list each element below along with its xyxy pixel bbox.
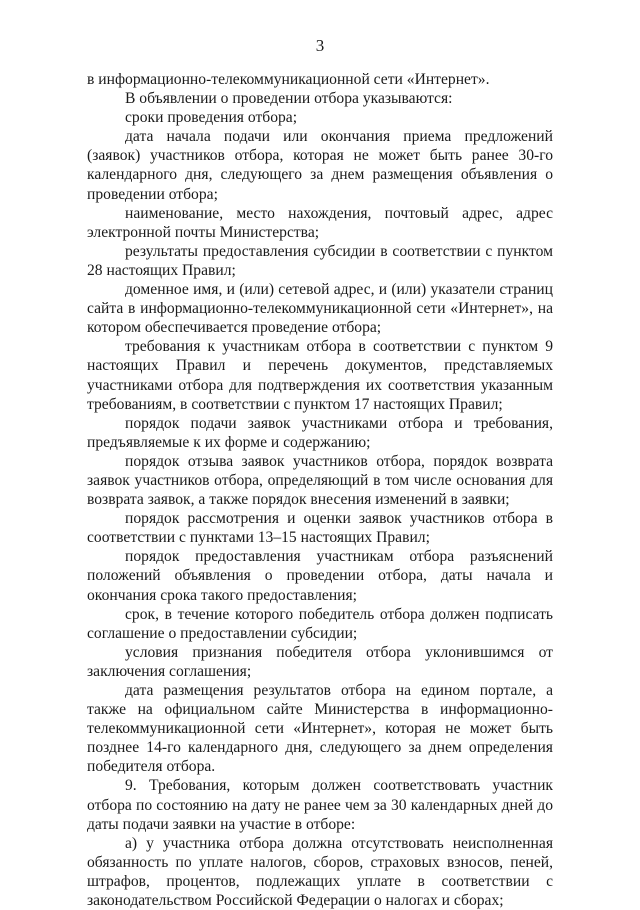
- paragraph-review-order: порядок рассмотрения и оценки заявок участников отбора в соответствии с пунктами 13–15 настоящих Правил;: [87, 510, 553, 547]
- paragraph-participant-requirements: требования к участникам отбора в соответствии с пунктом 9 настоящих Правил и перечень документов, представляемых участниками отбора для подтверждения их соответствия указанным требованиям, в соответствии с пунктом 17 настоящих Правил;: [87, 338, 553, 413]
- document-body: [87, 70, 553, 910]
- paragraph-selection-dates: сроки проведения отбора;: [125, 109, 298, 127]
- paragraph-domain-name: доменное имя, и (или) сетевой адрес, и (или) указатели страниц сайта в информационно-телекоммуникационной сети «Интернет», на котором обеспечивается проведение отбора;: [87, 281, 553, 337]
- paragraph-continuation: в информационно-телекоммуникационной сети «Интернет».: [87, 71, 490, 88]
- paragraph-withdrawal-order: порядок отзыва заявок участников отбора, порядок возврата заявок участников отбора, определяющий в том числе основания для возврата заявок, а также порядок внесения изменений в заявки;: [87, 452, 553, 509]
- paragraph-application-dates: дата начала подачи или окончания приема предложений (заявок) участников отбора, которая не может быть ранее 30-го календарного дня, следующего за днем размещения объявления о проведении отбора;: [87, 128, 553, 203]
- paragraph-requirement-a: а) у участника отбора должна отсутствовать неисполненная обязанность по уплате налогов, сборов, страховых взносов, пеней, штрафов, процентов, подлежащих уплате в соответствии с законодательством Российской Федерации о налогах и сборах;: [87, 834, 553, 910]
- paragraph-agreement-deadline: срок, в течение которого победитель отбора должен подписать соглашение о предоставлении субсидии;: [87, 605, 553, 642]
- paragraph-submission-order: порядок подачи заявок участниками отбора и требования, предъявляемые к их форме и содержанию;: [87, 414, 553, 451]
- paragraph-results-publication: дата размещения результатов отбора на едином портале, а также на официальном сайте Министерства в информационно-телекоммуникационной сети «Интернет», которая не может быть позднее 14-го календарного дня, следующего за днем определения победителя отбора.: [87, 682, 553, 776]
- paragraph-announcement-intro: В объявлении о проведении отбора указываются:: [125, 90, 453, 108]
- paragraph-clarifications: порядок предоставления участникам отбора разъяснений положений объявления о проведении отбора, даты начала и окончания срока такого предоставления;: [87, 548, 553, 604]
- paragraph-evasion-conditions: условия признания победителя отбора уклонившимся от заключения соглашения;: [87, 643, 553, 680]
- paragraph-subsidy-results: результаты предоставления субсидии в соответствии с пунктом 28 настоящих Правил;: [87, 242, 553, 279]
- page-number: 3: [315, 36, 325, 55]
- paragraph-ministry-address: наименование, место нахождения, почтовый адрес, адрес электронной почты Министерства;: [87, 204, 553, 241]
- paragraph-section-9: 9. Требования, которым должен соответствовать участник отбора по состоянию на дату не ранее чем за 30 календарных дней до даты подачи заявки на участие в отборе:: [87, 777, 553, 833]
